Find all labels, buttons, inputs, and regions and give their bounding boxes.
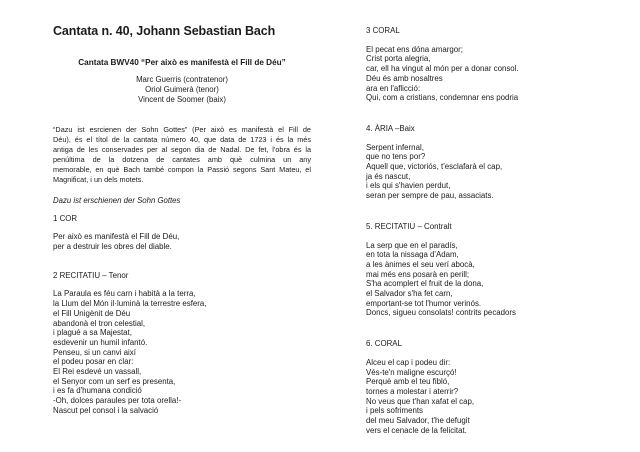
verse-line: el podeu posar en clar: (53, 357, 134, 367)
verse-line: vers el cenacle de la felicitat. (366, 425, 467, 435)
verse-lines (366, 45, 598, 103)
verse-line: Déu és amb nosaltres (366, 73, 443, 83)
movement-heading: 2 RECITATIU – Tenor (53, 270, 129, 280)
verse-line: Perquè amb el teu fibló, (366, 377, 450, 387)
verse-lines (366, 358, 598, 436)
movement-5-recitatiu (366, 222, 598, 318)
movement-heading: 3 CORAL (366, 26, 400, 35)
intro-line: memorable, en què Bach també compon la Passió segons Sant Mateu, el (53, 164, 311, 174)
movement-3-coral (366, 26, 598, 103)
verse-line: Per això es manifestà el Fill de Déu, (53, 232, 180, 242)
intro-paragraph (53, 125, 311, 185)
intro-line: penúltima de la dotzena de cantates amb què culmina un any (53, 154, 311, 164)
intro-line: antiga de les conservades per al segon dia de Nadal. De fet, l'obra és la (53, 144, 311, 154)
intro-line: Déu), és el títol de la cantata número 40, que data de 1723 i és la més (53, 134, 311, 144)
movement-heading: 5. RECITATIU – Contralt (366, 221, 452, 231)
verse-line: ja és nascut, (366, 171, 411, 181)
performers-list (53, 75, 311, 106)
verse-line: Penseu, si un canvi així (53, 347, 136, 357)
verse-line: Vés-te'n maligne escurçó! (366, 367, 457, 377)
right-column (366, 26, 598, 436)
page-title: Cantata n. 40, Johann Sebastian Bach (53, 24, 276, 38)
verse-line: del meu Salvador, t'he defugit (366, 416, 470, 426)
verse-line: que no tens por? (366, 152, 426, 162)
verse-line: i pels sofriments (366, 406, 424, 416)
movement-2-recitatiu (53, 271, 311, 416)
verse-line: el Fill Unigènit de Déu (53, 308, 131, 318)
verse-line: Serpent infernal, (366, 142, 424, 152)
verse-line: el Salvador s'ha fet carn, (366, 289, 453, 299)
verse-line: Aquell que, victoriós, t'esclafarà el cap, (366, 162, 503, 172)
movement-heading: 4. ÀRIA –Baix (366, 123, 415, 133)
verse-line: El pecat ens dóna amargor; (366, 44, 463, 54)
original-german-title: Dazu ist erschienen der Sohn Gottes (53, 195, 181, 205)
verse-line: car, ell ha vingut al món per a donar consol. (366, 64, 519, 74)
verse-line: i plagué a sa Majestat, (53, 328, 132, 338)
left-column (53, 24, 311, 416)
verse-line: Nascut pel consol i la salvació (53, 405, 159, 415)
verse-line: S'ha acomplert el fruit de la dona, (366, 279, 484, 289)
verse-line: abandonà el tron celestial, (53, 318, 146, 328)
movement-4-aria (366, 124, 598, 201)
movement-1-cor (53, 214, 311, 252)
verse-lines (366, 241, 598, 319)
verse-line: per a destruir les obres del diable. (53, 242, 172, 252)
performer-line: Vincent de Soomer (baix) (138, 95, 226, 105)
verse-line: a les ànimes el seu verí abocà, (366, 259, 475, 269)
document-subtitle: Cantata BWV40 “Per això es manifestà el Fill de Déu” (78, 58, 286, 67)
verse-line: la Llum del Món il·luminà la terrestre esfera, (53, 299, 207, 309)
verse-line: Doncs, sigueu consolats! contrits pecadors (366, 308, 516, 318)
verse-line: i els qui s'havien perdut, (366, 181, 451, 191)
verse-line: El Rei esdevé un vassall, (53, 367, 142, 377)
intro-line: “Dazu ist esrcienen der Sohn Gottes” (Per això es manifestà el Fill de (53, 124, 311, 134)
verse-line: Crist porta alegria, (366, 54, 431, 64)
verse-lines (53, 289, 311, 415)
intro-line: Magnificat, i un dels motets. (53, 174, 144, 184)
verse-line: i es fa d'humana condició (53, 386, 142, 396)
verse-line: -Oh, dolces paraules per tota orella!- (53, 396, 182, 406)
verse-line: Alceu el cap i podeu dir: (366, 357, 451, 367)
verse-line: mai més ens posarà en perill; (366, 269, 470, 279)
performer-line: Marc Guerris (contratenor) (136, 75, 228, 84)
verse-line: Qui, com a cristians, condemnar ens podria (366, 93, 519, 103)
verse-line: esdevenir un humil infantó. (53, 337, 148, 347)
performer-line: Oriol Guimerà (tenor) (145, 85, 219, 95)
verse-line: La serp que en el paradís, (366, 240, 458, 250)
verse-line: emportant-se tot l'humor verinós. (366, 298, 482, 308)
verse-line: La Paraula es féu carn i habità a la terra, (53, 289, 196, 299)
movement-heading: 1 COR (53, 213, 78, 223)
verse-line: tornes a molestar i aterrir? (366, 386, 459, 396)
verse-line: seran per sempre de pau, assaciats. (366, 191, 494, 201)
movement-6-coral (366, 339, 598, 435)
verse-line: en tota la nissaga d'Adam, (366, 250, 459, 260)
verse-line: No veus que t'han xafat el cap, (366, 396, 475, 406)
verse-line: el Senyor com un serf es presenta, (53, 376, 176, 386)
verse-line: ara en l'aflicció: (366, 83, 421, 93)
verse-lines (53, 232, 311, 251)
verse-lines (366, 143, 598, 201)
movement-heading: 6. CORAL (366, 339, 402, 349)
